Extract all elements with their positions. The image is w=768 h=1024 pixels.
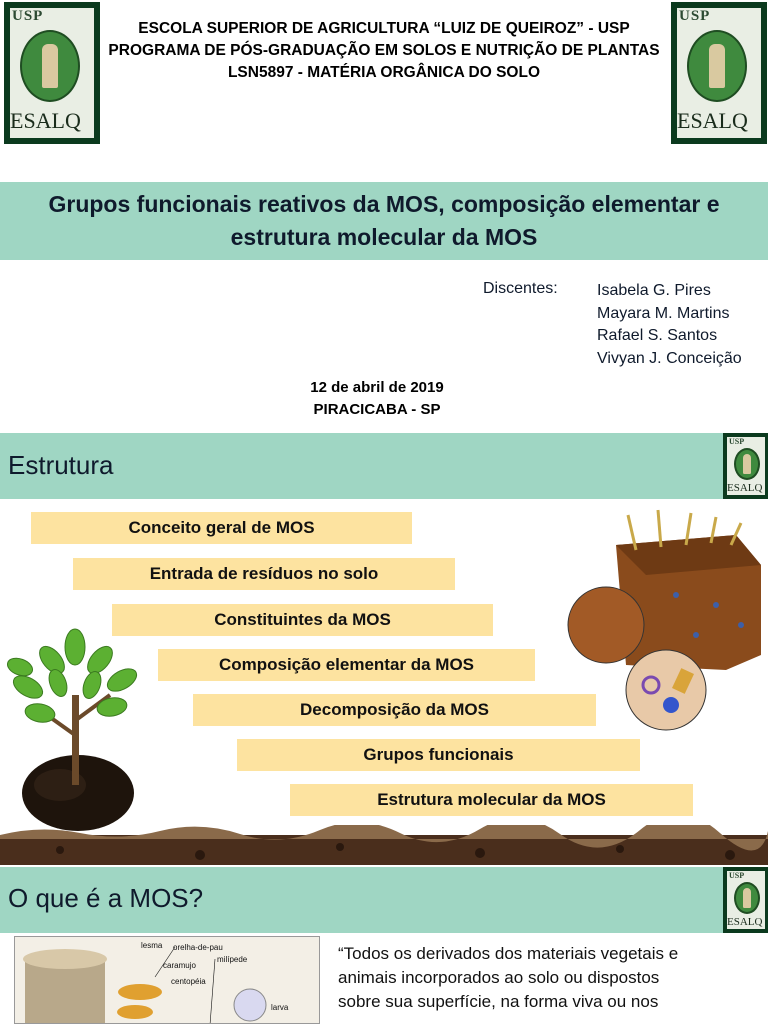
quote-line: animais incorporados ao solo ou dispostos <box>338 968 660 987</box>
outline-item: Estrutura molecular da MOS <box>290 784 693 816</box>
quote-line: “Todos os derivados dos materiais vegetais e <box>338 944 679 963</box>
logo-esalq-text: ESALQ <box>10 108 81 133</box>
soil-organisms-illustration <box>566 505 766 735</box>
esalq-logo-small <box>723 867 768 933</box>
student-name: Isabela G. Pires <box>597 282 711 299</box>
logo-esalq-text: ESALQ <box>677 108 748 133</box>
title-line-2: estrutura molecular da MOS <box>230 224 538 250</box>
presentation-date: 12 de abril de 2019 <box>310 379 444 396</box>
section-title-estrutura: Estrutura <box>8 450 114 480</box>
section-band-estrutura <box>0 433 768 499</box>
student-name: Rafael S. Santos <box>597 327 718 344</box>
outline-item: Decomposição da MOS <box>193 694 596 726</box>
organism-label: orelha-de-pau <box>173 943 223 952</box>
esalq-logo-left <box>4 2 100 144</box>
title-line-1: Grupos funcionais reativos da MOS, composição elementar e <box>48 191 720 217</box>
logo-esalq-text: ESALQ <box>727 916 763 928</box>
quote-line: sobre sua superfície, na forma viva ou nos <box>338 992 659 1011</box>
organism-label: caramujo <box>163 961 196 970</box>
logo-usp-text: USP <box>12 8 44 24</box>
organism-label: larva <box>271 1003 289 1012</box>
logo-usp-text: USP <box>729 871 745 880</box>
organism-label: lesma <box>141 941 163 950</box>
outline-item: Entrada de resíduos no solo <box>73 558 455 590</box>
institution-header <box>100 18 668 84</box>
soil-fauna-diagram <box>14 936 320 1024</box>
plant-illustration <box>0 625 150 835</box>
soil-ground-strip <box>0 825 768 865</box>
logo-usp-text: USP <box>729 437 745 446</box>
esalq-logo-right <box>671 2 767 144</box>
statue-icon <box>743 888 751 908</box>
organism-label: centopéia <box>171 977 206 986</box>
statue-icon <box>709 44 725 88</box>
header-line-1: ESCOLA SUPERIOR DE AGRICULTURA “LUIZ DE QUEIROZ” - USP <box>138 20 630 37</box>
date-place <box>0 377 754 421</box>
logo-esalq-text: ESALQ <box>727 482 763 494</box>
mos-definition-quote <box>338 942 762 1014</box>
outline-item: Conceito geral de MOS <box>31 512 412 544</box>
student-names <box>597 280 742 370</box>
outline-item: Grupos funcionais <box>237 739 640 771</box>
header-line-3: LSN5897 - MATÉRIA ORGÂNICA DO SOLO <box>227 64 541 81</box>
student-name: Vivyan J. Conceição <box>597 349 742 367</box>
logo-usp-text: USP <box>679 8 711 24</box>
student-name: Mayara M. Martins <box>597 304 730 322</box>
organism-label: milípede <box>217 955 248 964</box>
header-line-2: PROGRAMA DE PÓS-GRADUAÇÃO EM SOLOS E NUTRIÇÃO DE PLANTAS <box>108 42 660 59</box>
outline-item: Constituintes da MOS <box>112 604 493 636</box>
section-title-mos: O que é a MOS? <box>8 883 204 913</box>
esalq-logo-small <box>723 433 768 499</box>
outline-item: Composição elementar da MOS <box>158 649 535 681</box>
presentation-place: PIRACICABA - SP <box>313 401 441 418</box>
discentes-label: Discentes: <box>483 280 558 297</box>
statue-icon <box>743 454 751 474</box>
presentation-title <box>0 182 768 260</box>
statue-icon <box>42 44 58 88</box>
